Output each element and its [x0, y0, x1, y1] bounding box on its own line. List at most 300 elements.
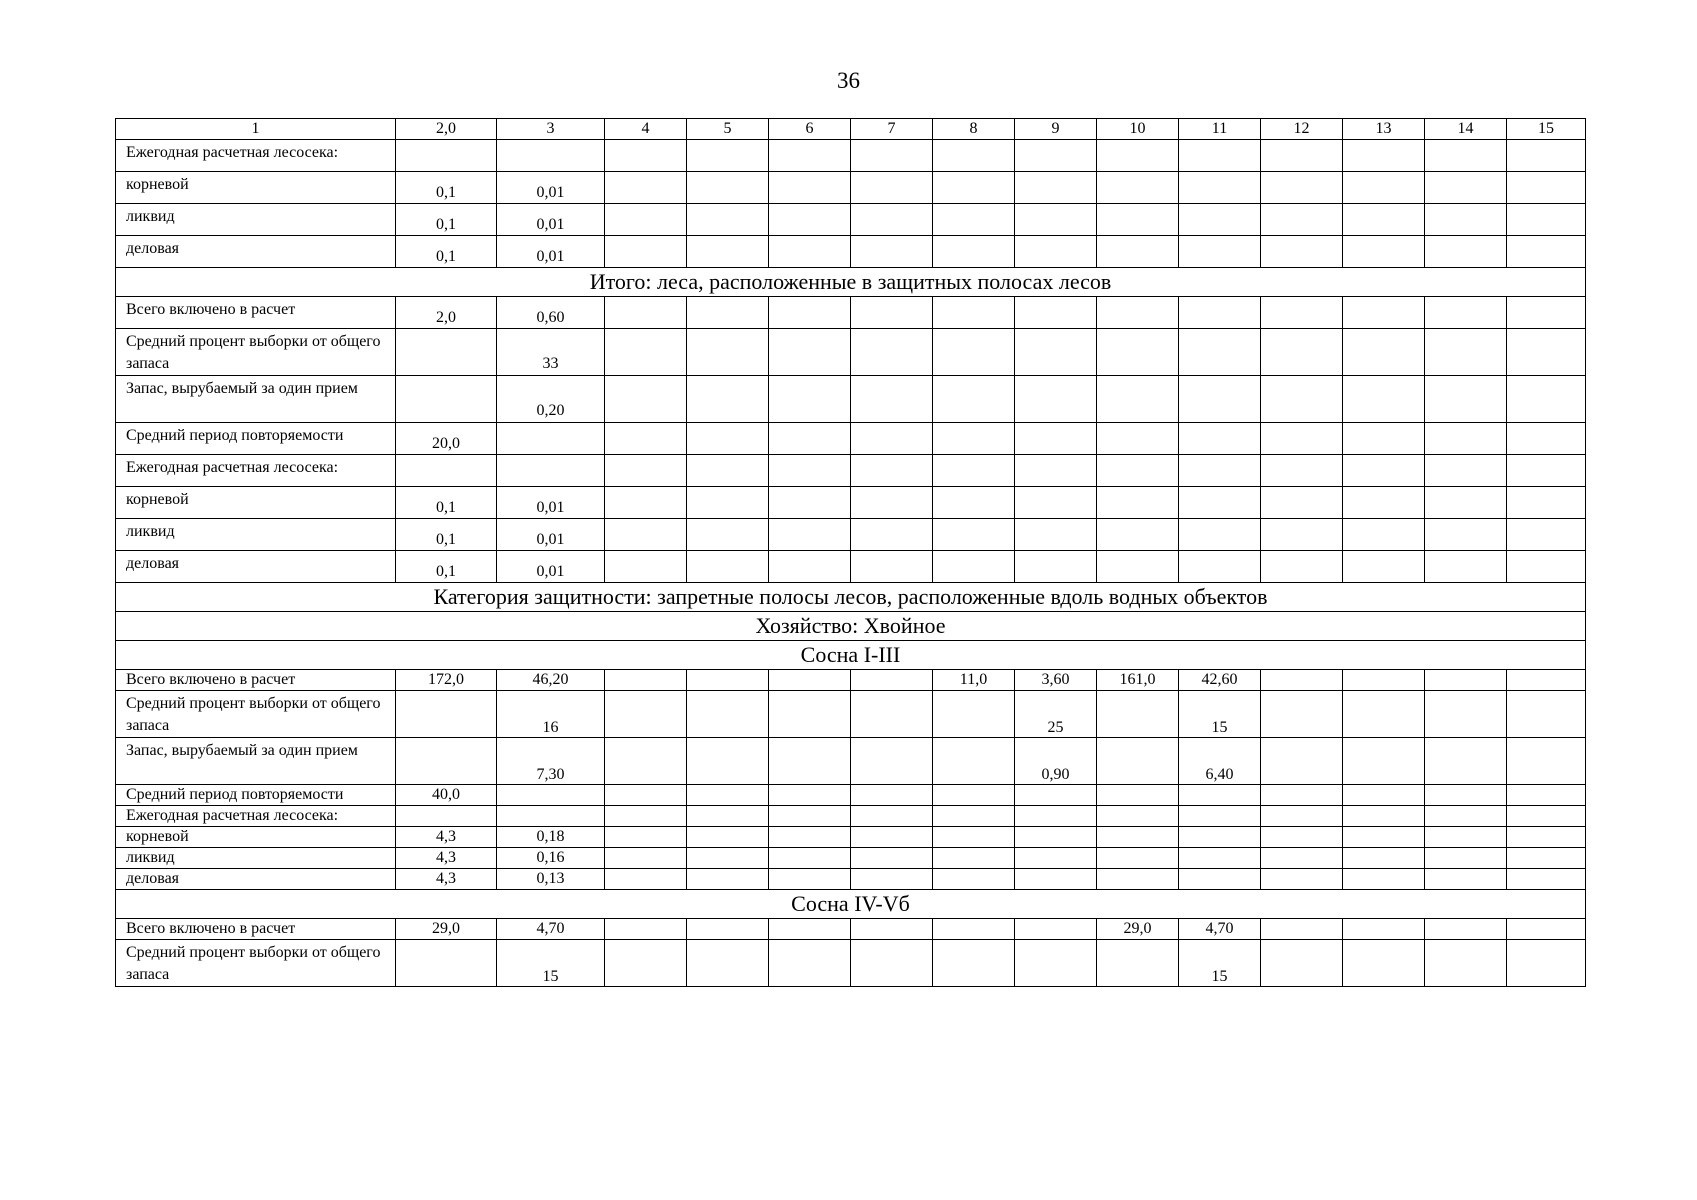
table-cell — [687, 455, 769, 487]
table-cell — [1425, 919, 1507, 940]
column-number-header: 15 — [1507, 119, 1586, 140]
table-row — [116, 848, 1586, 869]
table-cell — [1261, 869, 1343, 890]
table-cell — [769, 827, 851, 848]
table-cell — [605, 869, 687, 890]
table-cell — [1015, 806, 1097, 827]
table-cell: 0,01 — [497, 172, 605, 204]
table-cell — [769, 297, 851, 329]
table-cell: 0,13 — [497, 869, 605, 890]
table-cell — [1179, 423, 1261, 455]
table-cell — [1015, 487, 1097, 519]
table-row — [116, 806, 1586, 827]
table-cell — [1425, 827, 1507, 848]
table-cell — [605, 919, 687, 940]
table-cell: 0,1 — [396, 487, 497, 519]
table-cell: 0,01 — [497, 487, 605, 519]
table-cell — [1507, 423, 1586, 455]
table-cell — [497, 140, 605, 172]
table-cell — [1425, 297, 1507, 329]
table-cell — [1097, 172, 1179, 204]
table-row — [116, 738, 1586, 785]
table-cell — [1261, 329, 1343, 376]
table-cell — [1261, 487, 1343, 519]
table-cell — [687, 919, 769, 940]
table-cell — [605, 297, 687, 329]
table-cell — [1343, 827, 1425, 848]
table-row — [116, 140, 1586, 172]
table-row — [116, 455, 1586, 487]
table-cell — [687, 806, 769, 827]
table-cell — [1343, 487, 1425, 519]
table-cell — [1343, 519, 1425, 551]
table-cell — [605, 940, 687, 987]
table-cell — [933, 455, 1015, 487]
table-cell — [605, 140, 687, 172]
table-cell — [1097, 519, 1179, 551]
table-cell — [1507, 940, 1586, 987]
table-cell: 33 — [497, 329, 605, 376]
table-cell: 0,1 — [396, 551, 497, 583]
table-cell — [687, 519, 769, 551]
table-cell — [1507, 691, 1586, 738]
table-cell: 3,60 — [1015, 670, 1097, 691]
table-cell: 0,1 — [396, 236, 497, 268]
table-cell: 46,20 — [497, 670, 605, 691]
table-cell — [1343, 691, 1425, 738]
table-cell — [1507, 455, 1586, 487]
table-cell — [1507, 297, 1586, 329]
table-cell — [851, 940, 933, 987]
table-cell — [605, 172, 687, 204]
table-cell — [687, 551, 769, 583]
table-cell — [1261, 785, 1343, 806]
table-cell: 161,0 — [1097, 670, 1179, 691]
table-row — [116, 204, 1586, 236]
table-cell — [769, 738, 851, 785]
row-label: деловая — [116, 236, 396, 268]
table-cell — [1179, 806, 1261, 827]
table-cell — [1261, 172, 1343, 204]
section-header-row — [116, 268, 1586, 297]
table-cell — [1179, 172, 1261, 204]
table-cell — [1425, 455, 1507, 487]
table-cell — [1179, 376, 1261, 423]
table-row — [116, 236, 1586, 268]
table-cell: 0,1 — [396, 519, 497, 551]
section-title: Категория защитности: запретные полосы лесов, расположенные вдоль водных объектов — [116, 583, 1586, 612]
table-cell — [1343, 806, 1425, 827]
table-row — [116, 551, 1586, 583]
table-cell — [851, 236, 933, 268]
table-cell — [605, 329, 687, 376]
table-cell — [769, 487, 851, 519]
table-cell — [1425, 519, 1507, 551]
table-cell — [769, 140, 851, 172]
column-number-header: 3 — [497, 119, 605, 140]
table-cell — [769, 919, 851, 940]
table-cell — [1015, 236, 1097, 268]
table-cell — [1343, 738, 1425, 785]
table-cell — [1097, 487, 1179, 519]
column-number-header: 1 — [116, 119, 396, 140]
table-cell — [1097, 940, 1179, 987]
row-label: Запас, вырубаемый за один прием — [116, 738, 396, 785]
table-cell — [1507, 848, 1586, 869]
row-label: Средний процент выборки от общего запаса — [116, 691, 396, 738]
row-label: Средний период повторяемости — [116, 423, 396, 455]
table-cell — [1015, 848, 1097, 869]
table-cell — [1097, 806, 1179, 827]
table-cell: 0,01 — [497, 519, 605, 551]
table-cell — [851, 297, 933, 329]
table-cell — [1425, 236, 1507, 268]
table-cell — [769, 869, 851, 890]
table-cell — [1343, 236, 1425, 268]
table-cell — [1425, 785, 1507, 806]
table-cell — [1425, 691, 1507, 738]
table-cell: 4,70 — [497, 919, 605, 940]
table-cell — [1343, 297, 1425, 329]
table-cell — [1179, 869, 1261, 890]
table-cell — [1097, 827, 1179, 848]
table-cell: 6,40 — [1179, 738, 1261, 785]
row-label: Ежегодная расчетная лесосека: — [116, 140, 396, 172]
table-cell — [933, 691, 1015, 738]
table-cell — [851, 423, 933, 455]
table-cell — [605, 487, 687, 519]
table-cell — [1015, 376, 1097, 423]
table-cell — [769, 376, 851, 423]
table-cell — [933, 940, 1015, 987]
table-cell — [1507, 551, 1586, 583]
table-cell — [1507, 869, 1586, 890]
table-cell — [687, 738, 769, 785]
table-cell — [769, 455, 851, 487]
table-cell — [497, 455, 605, 487]
table-cell — [851, 806, 933, 827]
table-cell — [497, 423, 605, 455]
table-cell — [1015, 551, 1097, 583]
table-cell — [1343, 329, 1425, 376]
table-cell — [851, 919, 933, 940]
row-label: ликвид — [116, 848, 396, 869]
table-cell — [1425, 204, 1507, 236]
table-cell — [1425, 940, 1507, 987]
table-cell — [933, 487, 1015, 519]
table-row — [116, 487, 1586, 519]
table-cell — [605, 785, 687, 806]
table-cell — [1507, 140, 1586, 172]
table-cell — [687, 376, 769, 423]
table-cell — [933, 519, 1015, 551]
table-cell: 0,16 — [497, 848, 605, 869]
column-number-header: 7 — [851, 119, 933, 140]
table-cell — [1015, 827, 1097, 848]
table-row — [116, 940, 1586, 987]
table-cell — [851, 848, 933, 869]
table-cell — [1179, 519, 1261, 551]
table-cell — [1261, 919, 1343, 940]
table-cell — [687, 940, 769, 987]
table-cell — [851, 785, 933, 806]
table-cell — [497, 785, 605, 806]
table-cell — [933, 236, 1015, 268]
table-cell — [1425, 423, 1507, 455]
row-label: деловая — [116, 551, 396, 583]
table-cell — [851, 140, 933, 172]
column-number-header: 11 — [1179, 119, 1261, 140]
table-cell — [933, 172, 1015, 204]
table-cell — [1015, 423, 1097, 455]
table-cell — [396, 940, 497, 987]
table-cell — [1261, 691, 1343, 738]
table-cell — [1343, 204, 1425, 236]
table-row — [116, 785, 1586, 806]
table-cell — [1179, 827, 1261, 848]
table-cell — [605, 827, 687, 848]
column-number-header: 14 — [1425, 119, 1507, 140]
table-cell — [933, 140, 1015, 172]
table-cell — [1179, 297, 1261, 329]
table-cell — [1507, 329, 1586, 376]
table-cell — [605, 204, 687, 236]
table-cell — [1507, 236, 1586, 268]
table-cell — [1343, 551, 1425, 583]
table-cell — [605, 670, 687, 691]
table-cell — [605, 848, 687, 869]
table-cell — [1179, 455, 1261, 487]
table-cell — [1507, 172, 1586, 204]
table-cell: 20,0 — [396, 423, 497, 455]
row-label: Запас, вырубаемый за один прием — [116, 376, 396, 423]
table-cell: 42,60 — [1179, 670, 1261, 691]
table-cell — [1179, 236, 1261, 268]
table-cell — [687, 691, 769, 738]
table-cell — [605, 806, 687, 827]
table-row — [116, 670, 1586, 691]
table-cell — [1179, 204, 1261, 236]
table-cell — [1343, 423, 1425, 455]
table-cell — [851, 691, 933, 738]
table-cell — [687, 487, 769, 519]
table-row — [116, 329, 1586, 376]
table-cell — [1343, 919, 1425, 940]
table-cell — [1425, 551, 1507, 583]
table-cell — [1507, 919, 1586, 940]
table-cell: 0,01 — [497, 551, 605, 583]
table-row — [116, 919, 1586, 940]
table-cell — [933, 785, 1015, 806]
table-cell — [769, 172, 851, 204]
table-cell — [1015, 329, 1097, 376]
table-cell: 25 — [1015, 691, 1097, 738]
table-cell — [1507, 785, 1586, 806]
table-cell — [1015, 172, 1097, 204]
column-number-header: 13 — [1343, 119, 1425, 140]
table-cell — [1261, 423, 1343, 455]
table-cell — [1097, 329, 1179, 376]
table-cell — [1425, 172, 1507, 204]
table-cell — [1097, 204, 1179, 236]
section-title: Хозяйство: Хвойное — [116, 612, 1586, 641]
table-cell: 4,3 — [396, 827, 497, 848]
table-cell — [1261, 551, 1343, 583]
page-number: 36 — [837, 68, 860, 93]
table-cell — [1015, 140, 1097, 172]
table-cell: 4,3 — [396, 869, 497, 890]
row-label: деловая — [116, 869, 396, 890]
table-cell — [1425, 848, 1507, 869]
table-cell — [396, 329, 497, 376]
table-cell — [851, 204, 933, 236]
table-cell: 4,70 — [1179, 919, 1261, 940]
table-body — [116, 140, 1586, 987]
section-title: Сосна I-III — [116, 641, 1586, 670]
table-cell — [1343, 172, 1425, 204]
table-cell — [1425, 670, 1507, 691]
section-header-row — [116, 612, 1586, 641]
table-cell — [1179, 785, 1261, 806]
table-cell — [605, 519, 687, 551]
table-cell — [769, 551, 851, 583]
row-label: корневой — [116, 487, 396, 519]
table-cell: 0,01 — [497, 236, 605, 268]
table-cell: 0,18 — [497, 827, 605, 848]
table-cell — [769, 940, 851, 987]
row-label: Всего включено в расчет — [116, 670, 396, 691]
row-label: Ежегодная расчетная лесосека: — [116, 806, 396, 827]
table-cell — [933, 919, 1015, 940]
table-cell — [769, 806, 851, 827]
table-cell — [1097, 297, 1179, 329]
column-number-header: 2,0 — [396, 119, 497, 140]
table-cell — [687, 848, 769, 869]
table-cell — [396, 455, 497, 487]
table-cell — [1343, 140, 1425, 172]
table-cell: 0,60 — [497, 297, 605, 329]
table-cell — [1097, 376, 1179, 423]
table-cell — [769, 785, 851, 806]
table-cell — [687, 204, 769, 236]
table-cell — [769, 204, 851, 236]
table-cell — [1261, 204, 1343, 236]
table-cell — [933, 329, 1015, 376]
table-cell: 0,90 — [1015, 738, 1097, 785]
table-cell — [1015, 455, 1097, 487]
table-cell — [851, 551, 933, 583]
table-cell — [1425, 738, 1507, 785]
table-cell — [1097, 140, 1179, 172]
table-cell — [1179, 551, 1261, 583]
section-header-row — [116, 641, 1586, 670]
table-cell — [851, 376, 933, 423]
row-label: ликвид — [116, 204, 396, 236]
table-row — [116, 691, 1586, 738]
table-cell: 15 — [1179, 940, 1261, 987]
column-number-header: 12 — [1261, 119, 1343, 140]
table-cell: 16 — [497, 691, 605, 738]
table-cell — [851, 869, 933, 890]
table-cell — [1097, 455, 1179, 487]
table-cell: 29,0 — [1097, 919, 1179, 940]
table-cell — [687, 785, 769, 806]
column-number-header: 6 — [769, 119, 851, 140]
table-cell — [605, 423, 687, 455]
row-label: Средний период повторяемости — [116, 785, 396, 806]
table-cell — [1015, 869, 1097, 890]
table-cell — [933, 376, 1015, 423]
table-cell — [851, 827, 933, 848]
table-cell — [396, 140, 497, 172]
table-cell — [1015, 785, 1097, 806]
table-cell — [1425, 487, 1507, 519]
forest-harvest-table — [115, 118, 1586, 987]
table-cell — [605, 551, 687, 583]
table-cell — [605, 738, 687, 785]
table-cell — [1343, 455, 1425, 487]
row-label: корневой — [116, 827, 396, 848]
table-cell — [769, 236, 851, 268]
table-cell — [851, 738, 933, 785]
table-cell — [1425, 376, 1507, 423]
table-cell — [933, 297, 1015, 329]
table-cell: 7,30 — [497, 738, 605, 785]
row-label: Средний процент выборки от общего запаса — [116, 940, 396, 987]
table-cell: 4,3 — [396, 848, 497, 869]
table-cell — [769, 848, 851, 869]
row-label: ликвид — [116, 519, 396, 551]
table-cell — [1261, 827, 1343, 848]
table-cell — [1261, 670, 1343, 691]
table-cell — [1015, 204, 1097, 236]
table-cell — [1343, 785, 1425, 806]
table-cell — [1507, 670, 1586, 691]
row-label: Средний процент выборки от общего запаса — [116, 329, 396, 376]
table-cell — [851, 329, 933, 376]
table-cell — [605, 455, 687, 487]
table-cell — [1425, 806, 1507, 827]
table-cell — [1015, 297, 1097, 329]
column-number-header: 10 — [1097, 119, 1179, 140]
table-cell — [605, 376, 687, 423]
table-cell — [1343, 869, 1425, 890]
table-cell — [1015, 519, 1097, 551]
table-cell: 40,0 — [396, 785, 497, 806]
table-cell — [1179, 329, 1261, 376]
table-cell — [396, 376, 497, 423]
table-cell — [851, 172, 933, 204]
table-cell — [1261, 376, 1343, 423]
table-cell — [1097, 236, 1179, 268]
table-cell — [687, 172, 769, 204]
table-cell — [1179, 140, 1261, 172]
table-cell — [769, 670, 851, 691]
table-cell: 15 — [497, 940, 605, 987]
section-header-row — [116, 583, 1586, 612]
table-cell — [1261, 455, 1343, 487]
table-cell — [687, 297, 769, 329]
table-cell — [1261, 519, 1343, 551]
table-cell — [1097, 848, 1179, 869]
table-cell — [687, 236, 769, 268]
table-cell — [687, 329, 769, 376]
section-header-row — [116, 890, 1586, 919]
table-cell — [1507, 738, 1586, 785]
table-cell — [851, 455, 933, 487]
table-cell — [933, 551, 1015, 583]
column-number-header: 9 — [1015, 119, 1097, 140]
